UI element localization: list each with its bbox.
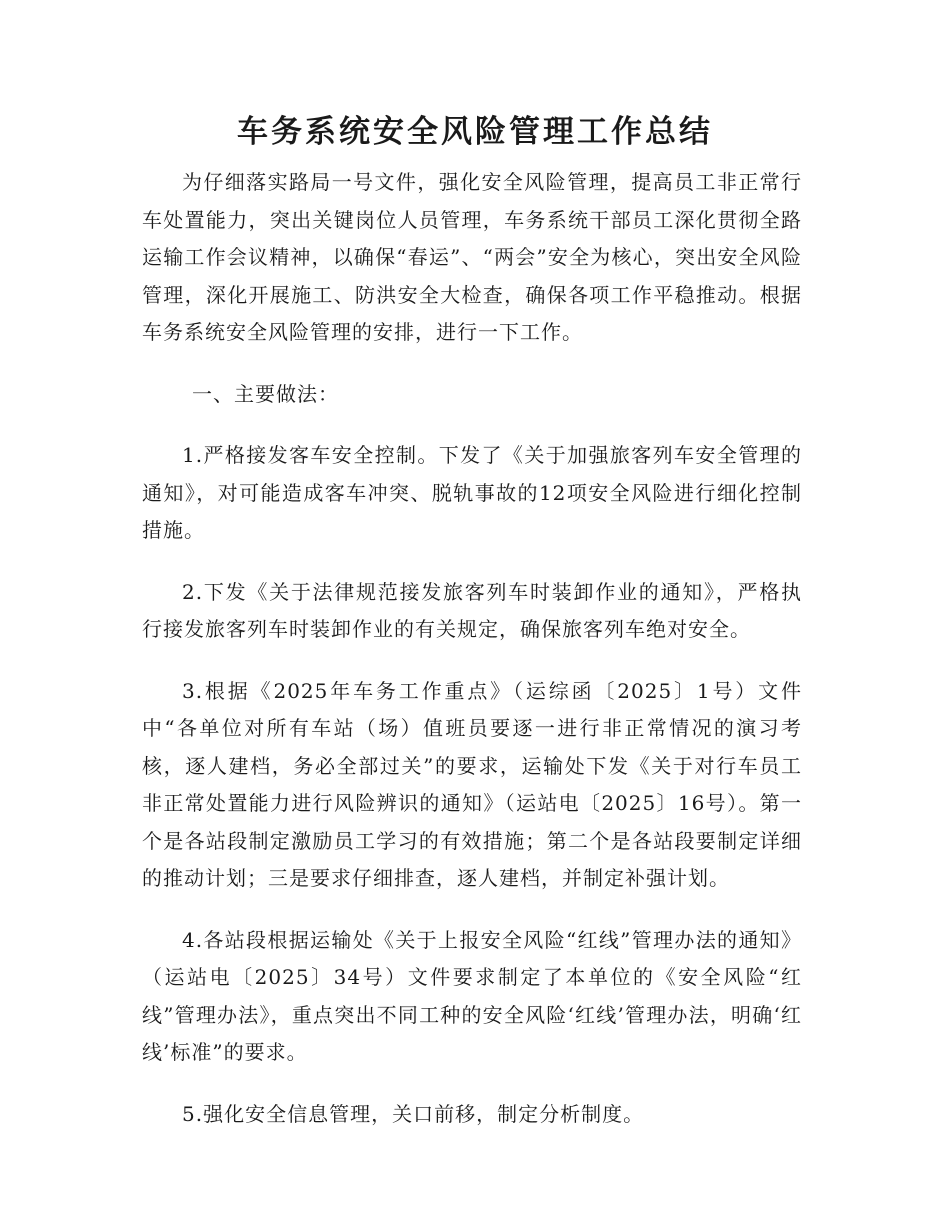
list-item: 3.根据《2025年车务工作重点》（运综函〔2025〕1号）文件中“各单位对所有车站（场）值班员要逐一进行非正常情况的演习考核，逐人建档，务必全部过关”的要求，运输处下发《关于对行车员工非正常处置能力进行风险辨识的通知》（运站电〔2025〕16号）。第一个是各站段制定激励员工学习的有效措施；第二个是各站段要制定详细的推动计划；三是要求仔细排查，逐人建档，并制定补强计划。	[142, 678, 802, 890]
intro-paragraph: 为仔细落实路局一号文件，强化安全风险管理，提高员工非正常行车处置能力，突出关键岗位人员管理，车务系统干部员工深化贯彻全路运输工作会议精神，以确保“春运”、“两会”安全为核心，突出安全风险管理，深化开展施工、防洪安全大检查，确保各项工作平稳推动。根据车务系统安全风险管理的安排，进行一下工作。	[142, 170, 802, 344]
list-item: 5.强化安全信息管理，关口前移，制定分析制度。	[182, 1101, 645, 1126]
list-item: 4.各站段根据运输处《关于上报安全风险“红线”管理办法的通知》（运站电〔2025〕34号）文件要求制定了本单位的《安全风险“红线”管理办法》，重点突出不同工种的安全风险‘红线’管理办法，明确‘红线’标准”的要求。	[142, 927, 802, 1064]
list-item: 2.下发《关于法律规范接发旅客列车时装卸作业的通知》，严格执行接发旅客列车时装卸作业的有关规定，确保旅客列车绝对安全。	[142, 579, 802, 641]
document-title: 车务系统安全风险管理工作总结	[237, 114, 713, 150]
document-body	[142, 164, 802, 1157]
list-item: 1.严格接发客车安全控制。下发了《关于加强旅客列车安全管理的通知》，对可能造成客车冲突、脱轨事故的12项安全风险进行细化控制措施。	[142, 443, 802, 542]
section-heading: 一、主要做法：	[192, 381, 339, 406]
